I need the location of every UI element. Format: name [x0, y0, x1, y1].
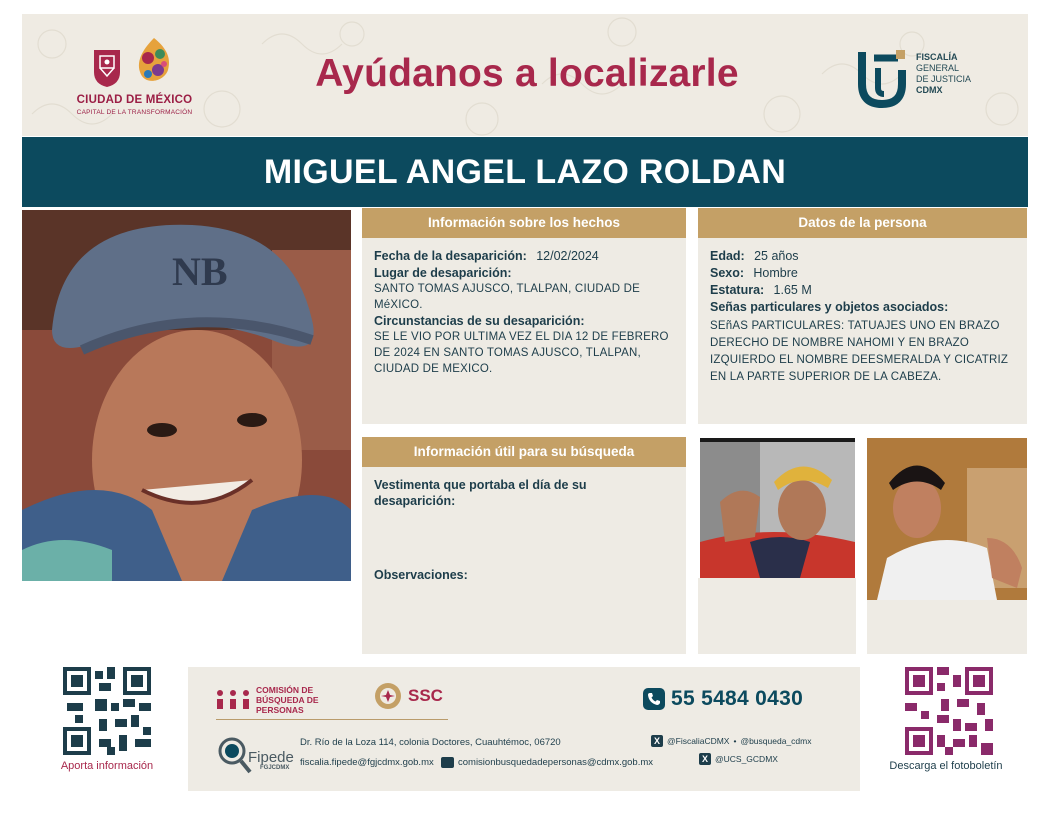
fecha-label: Fecha de la desaparición: [374, 249, 527, 263]
ssc-text: SSC [408, 686, 443, 705]
sexo-label: Sexo: [710, 266, 745, 280]
fgj-text [916, 52, 971, 96]
footer-divider [216, 719, 448, 720]
busqueda-heading: Información útil para su búsqueda [362, 437, 686, 467]
fgj-line4: CDMX [916, 85, 943, 95]
datos-heading: Datos de la persona [698, 208, 1027, 238]
x-icon: X [651, 735, 663, 747]
comision-logo [216, 685, 356, 715]
sexo-value: Hombre [753, 266, 798, 280]
circunstancias-value: SE LE VIO POR ULTIMA VEZ EL DIA 12 DE FEBRERO DE 2024 EN SANTO TOMAS AJUSCO, TLALPAN, CIUDAD DE MEXICO. [374, 331, 669, 375]
busqueda-panel [362, 437, 686, 654]
qr-code-fotoboletin[interactable] [905, 667, 993, 755]
cdmx-subtitle: CAPITAL DE LA TRANSFORMACIÓN [76, 109, 193, 116]
social-links-1 [651, 735, 811, 747]
photo-area-background-2 [867, 600, 1027, 654]
hechos-body [362, 238, 686, 387]
qr-right-label: Descarga el fotoboletín [889, 760, 1003, 772]
hechos-panel [362, 208, 686, 424]
secondary-photo-1 [700, 438, 855, 578]
fgj-line3: DE JUSTICIA [916, 74, 972, 84]
fgj-logo [854, 44, 1004, 114]
senas-value: SEñAS PARTICULARES: TATUAJES UNO EN BRAZO DERECHO DE NOMBRE NAHOMI Y EN BRAZO IZQUIERDO EL NOMBRE DEESMERALDA Y CICATRIZ EN LA PARTE SUPERIOR DE LA CABEZA. [710, 320, 1009, 383]
phone-icon [643, 688, 665, 710]
photo-area-background [698, 578, 856, 654]
estatura-label: Estatura: [710, 283, 765, 297]
social-separator: • [733, 736, 737, 746]
vestimenta-label: Vestimenta que portaba el día de su desaparición: [374, 478, 587, 508]
fipede-subtext: FGJCDMX [260, 765, 290, 771]
lugar-value: SANTO TOMAS AJUSCO, TLALPAN, CIUDAD DE MéXICO. [374, 283, 640, 311]
person-portrait-image [22, 210, 351, 581]
qr-left-label: Aporta información [60, 760, 154, 772]
fgj-line2: GENERAL [916, 63, 960, 73]
fipede-magnifier-icon [216, 735, 252, 775]
email-fipede[interactable]: fiscalia.fipede@fgjcdmx.gob.mx [300, 757, 434, 768]
x-icon: X [699, 753, 711, 765]
cdmx-logo [72, 32, 197, 128]
busqueda-body [362, 467, 686, 593]
svg-text:NB: NB [172, 249, 228, 294]
phone-text: 55 5484 0430 [671, 687, 804, 710]
ssc-badge-icon [373, 681, 403, 711]
fipede-logo [216, 735, 294, 779]
comision-text: COMISIÓN DE BÚSQUEDA DE PERSONAS [256, 685, 319, 715]
person-photo-white-shirt-image [867, 438, 1027, 600]
ssc-logo [373, 681, 443, 711]
email-comision-text: comisionbusquedadepersonas@cdmx.gob.mx [458, 757, 654, 768]
person-name-bar [22, 137, 1028, 207]
estatura-value: 1.65 M [773, 283, 812, 297]
datos-body [698, 238, 1027, 396]
main-title: Ayúdanos a localizarle [315, 52, 739, 95]
comision-dots-icon [216, 689, 250, 711]
lugar-label: Lugar de desaparición: [374, 266, 512, 280]
datos-persona-panel [698, 208, 1027, 424]
main-photo [22, 210, 351, 581]
person-name: MIGUEL ANGEL LAZO ROLDAN [263, 152, 787, 191]
social-busqueda[interactable]: @busqueda_cdmx [740, 736, 812, 746]
secondary-photo-2 [867, 438, 1027, 600]
edad-label: Edad: [710, 249, 745, 263]
mail-icon [441, 757, 454, 768]
person-photo-cap-image [700, 442, 855, 578]
circunstancias-label: Circunstancias de su desaparición: [374, 314, 585, 328]
observaciones-label: Observaciones: [374, 568, 468, 582]
social-ucs[interactable]: @UCS_GCDMX [715, 754, 778, 764]
social-links-2 [699, 753, 778, 765]
cdmx-title: CIUDAD DE MÉXICO [76, 94, 193, 106]
social-fiscalia[interactable]: @FiscaliaCDMX [667, 736, 730, 746]
fipede-text: Fipede [248, 749, 294, 766]
phone-number[interactable] [643, 687, 803, 711]
cdmx-flower-icon [134, 36, 174, 90]
fgj-mark-icon [854, 44, 910, 110]
hechos-heading: Información sobre los hechos [362, 208, 686, 238]
edad-value: 25 años [754, 249, 799, 263]
fgj-line1: FISCALÍA [916, 52, 958, 62]
fecha-value: 12/02/2024 [536, 249, 599, 263]
email-comision[interactable] [441, 757, 653, 768]
senas-label: Señas particulares y objetos asociados: [710, 300, 949, 314]
address-text: Dr. Río de la Loza 114, colonia Doctores, Cuauhtémoc, 06720 [300, 737, 561, 748]
footer-contact-box [188, 667, 860, 791]
qr-code-aporta-informacion[interactable] [63, 667, 151, 755]
header-banner [22, 14, 1028, 136]
cdmx-shield-icon [92, 46, 122, 88]
